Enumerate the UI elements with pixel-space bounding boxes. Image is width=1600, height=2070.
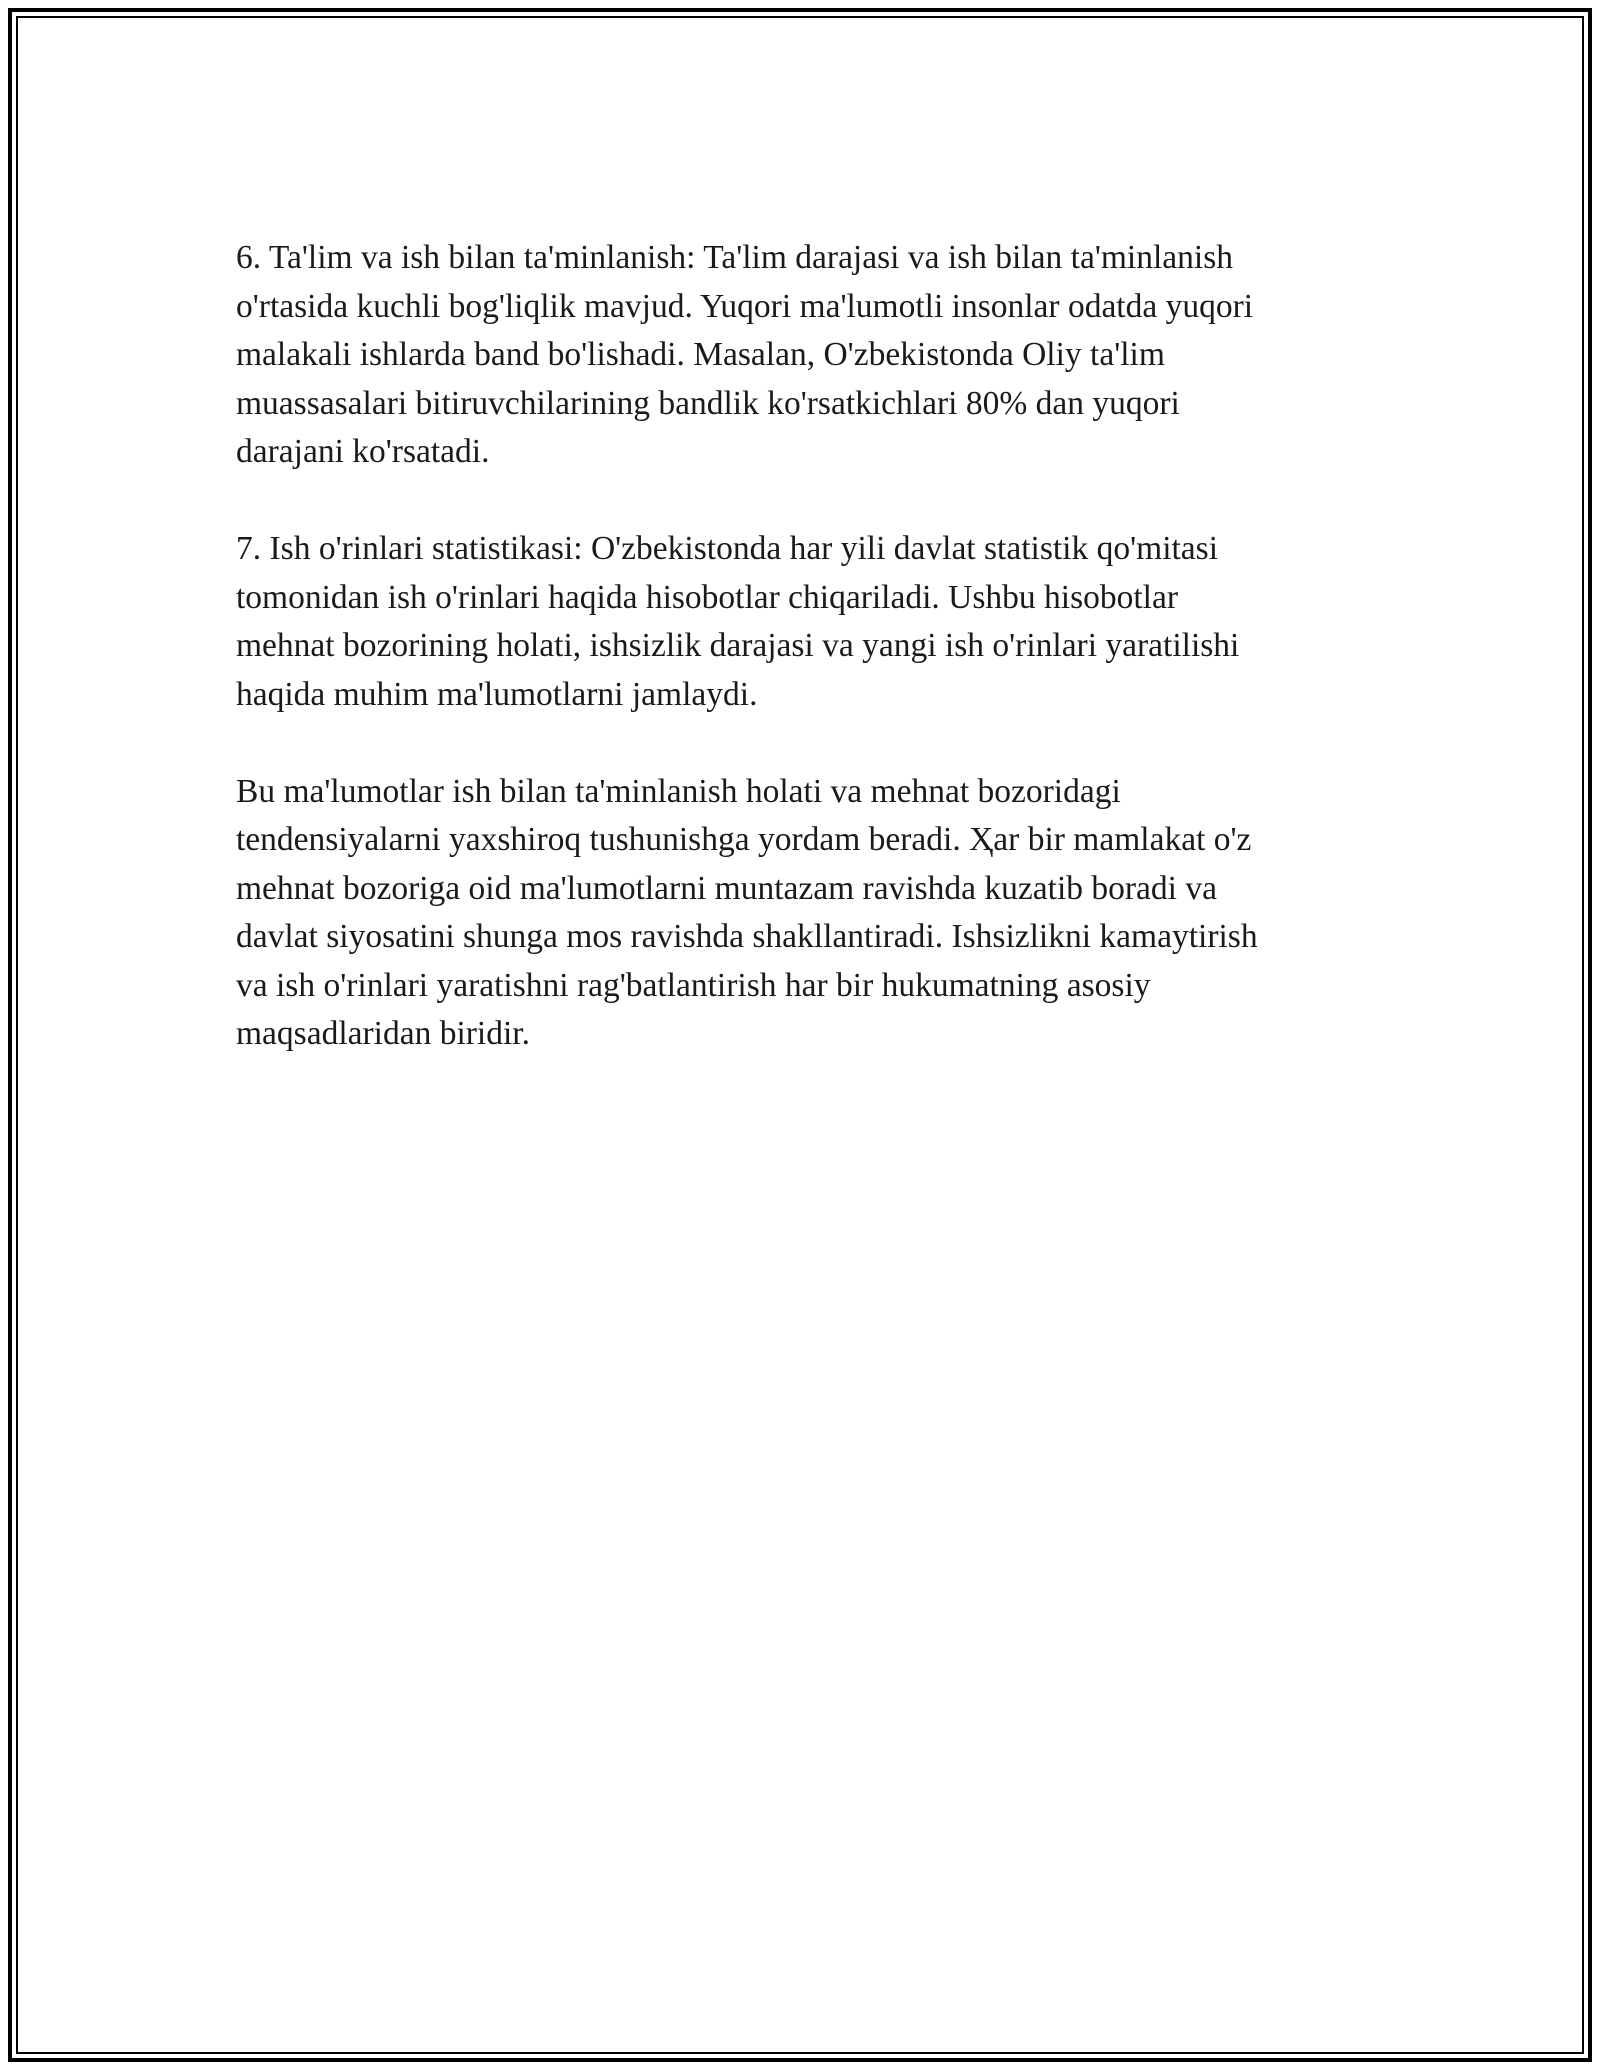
paragraph-conclusion: Bu ma'lumotlar ish bilan ta'minlanish holati va mehnat bozoridagi tendensiyalarni yaxshiroq tushunishga yordam beradi. Ҳar bir mamlakat o'z mehnat bozoriga oid ma'lumotlarni muntazam ravishda kuzatib boradi va davlat siyosatini shunga mos ravishda shakllantiradi. Ishsizlikni kamaytirish va ish o'rinlari yaratishni rag'batlantirish har bir hukumatning asosiy maqsadlaridan biridir.	[236, 772, 1258, 1052]
document-body	[236, 234, 1376, 1107]
paragraph-employment-education: 6. Ta'lim va ish bilan ta'minlanish: Ta'lim darajasi va ish bilan ta'minlanish o'rtasida kuchli bog'liqlik mavjud. Yuqori ma'lumotli insonlar odatda yuqori malakali ishlarda band bo'lishadi. Masalan, O'zbekistonda Oliy ta'lim muassasalari bitiruvchilarining bandlik ko'rsatkichlari 80% dan yuqori darajani ko'rsatadi.	[236, 239, 1254, 470]
paragraph-job-statistics: 7. Ish o'rinlari statistikasi: O'zbekistonda har yili davlat statistik qo'mitasi tomonidan ish o'rinlari haqida hisobotlar chiqariladi. Ushbu hisobotlar mehnat bozorining holati, ishsizlik darajasi va yangi ish o'rinlari yaratilishi haqida muhim ma'lumotlarni jamlaydi.	[236, 530, 1240, 713]
